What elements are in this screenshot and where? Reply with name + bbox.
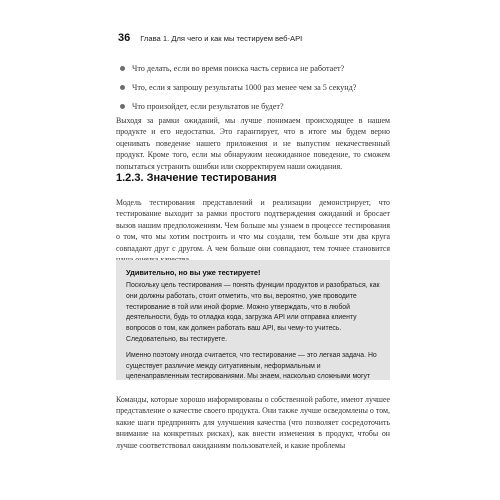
list-item: [120, 78, 392, 97]
page-number: 36: [118, 32, 131, 44]
list-item-text: Что произойдет, если результатов не будет?: [132, 102, 284, 111]
question-list: [120, 59, 392, 116]
bullet-icon: [120, 66, 125, 71]
callout-paragraph-1: Поскольку цель тестирования — понять функции продуктов и разобраться, как они должны работать, стоит отметить, что вы, вероятно, уже проводите тестирование в той или иной форме. Можно утверждать, что в любой деятельности, будь то отладка кода, загрузка API или отправка клиенту вопросов о том, как должен работать ваш API, вы чему-то учитесь. Следовательно, вы тестируете.: [126, 282, 380, 343]
body-paragraph-1: Выходя за рамки ожиданий, мы лучше понимаем происходящее в нашем продукте и его недостатки. Это гарантирует, что в итоге мы будем верно оценивать поведение нашего приложения и не выпустим некачественный продукт. Кроме того, если мы обнаружим неожиданное поведение, то сможем попытаться устранить ошибки или скорректируем наши ожидания.: [116, 116, 390, 171]
bullet-icon: [120, 85, 125, 90]
list-item: [120, 59, 392, 78]
callout-box: [116, 260, 390, 380]
callout-paragraph-2: Именно поэтому иногда считается, что тестирование — это легкая задача. Но существует различие между ситуативным, неформальным и целенаправленным тестированиями. Мы знаем, насколько сложными могут: [126, 351, 377, 380]
callout-title: Удивительно, но вы уже тестируете!: [126, 268, 261, 277]
bullet-icon: [120, 104, 125, 109]
list-item-text: Что, если я запрошу результаты 1000 раз менее чем за 5 секунд?: [132, 83, 357, 92]
page-header: [118, 32, 302, 44]
running-title: Глава 1. Для чего и как мы тестируем веб-API: [140, 34, 303, 43]
list-item-text: Что делать, если во время поиска часть сервиса не работает?: [132, 64, 345, 73]
body-paragraph-2: Модель тестирования представлений и реализации демонстрирует, что тестирование выходит за рамки простого подтверждения ожиданий и бросает вызов нашим предположениям. Чем больше мы узнаем в процессе тестирования о том, что мы хотим построить и что мы создали, тем больше эти два круга совпадают друг с другом. А чем больше они совпадают, тем точнее становится: [116, 198, 390, 253]
list-item: [120, 97, 392, 116]
body-paragraph-3: Команды, которые хорошо информированы о собственной работе, имеют лучшее представление о качестве своего продукта. Они также лучше осведомлены о том, какие шаги предпринять для улучшения качества (что позволяет сосредоточить внимание на конкретных рисках), как внести изменения в продукт, чтобы он лучше соответствовал ожиданиям пользователей, и какие проблемы: [116, 395, 390, 450]
section-heading: 1.2.3. Значение тестирования: [116, 172, 277, 184]
